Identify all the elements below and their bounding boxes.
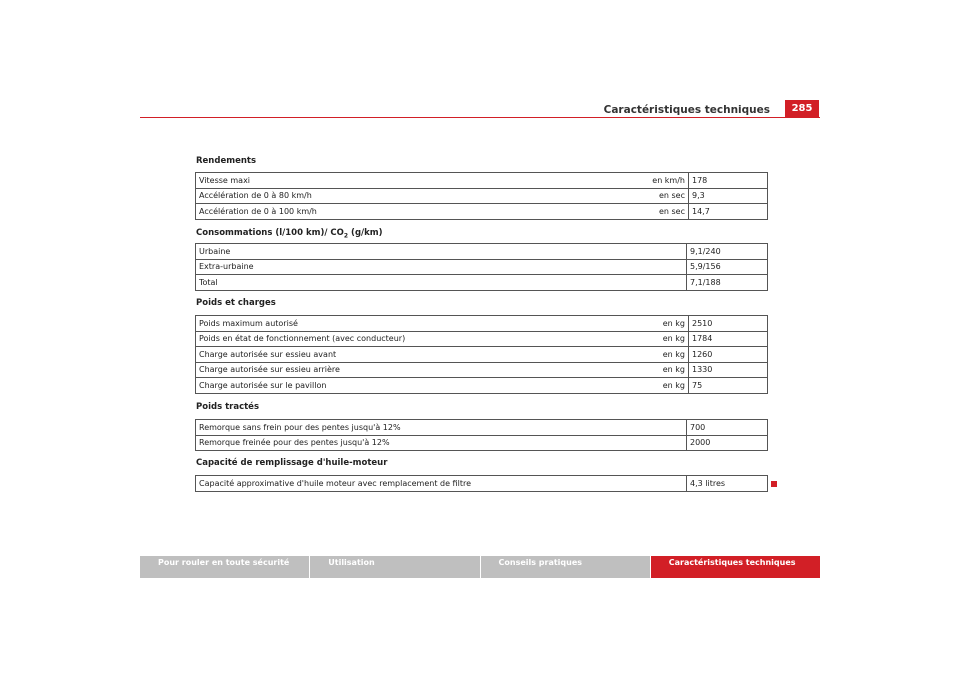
row-value: 1330 bbox=[689, 362, 768, 378]
row-value: 2510 bbox=[689, 316, 768, 332]
row-unit: en sec bbox=[432, 204, 689, 220]
row-value: 9,3 bbox=[689, 188, 768, 204]
row-label: Accélération de 0 à 80 km/h bbox=[196, 188, 433, 204]
row-value: 4,3 litres bbox=[687, 476, 768, 492]
section-title-rendements: Rendements bbox=[196, 156, 257, 166]
table-row bbox=[196, 204, 768, 220]
table-row bbox=[196, 259, 768, 275]
row-label: Total bbox=[196, 275, 687, 291]
tractes-table bbox=[195, 419, 768, 451]
poids-table bbox=[195, 315, 768, 394]
section-title-huile: Capacité de remplissage d'huile-moteur bbox=[196, 458, 388, 468]
table-row bbox=[196, 173, 768, 189]
row-value: 14,7 bbox=[689, 204, 768, 220]
table-row bbox=[196, 331, 768, 347]
row-value: 7,1/188 bbox=[687, 275, 768, 291]
table-row bbox=[196, 476, 768, 492]
row-label: Urbaine bbox=[196, 244, 687, 260]
row-value: 75 bbox=[689, 378, 768, 394]
row-label: Charge autorisée sur essieu arrière bbox=[196, 362, 433, 378]
table-row bbox=[196, 244, 768, 260]
row-label: Accélération de 0 à 100 km/h bbox=[196, 204, 433, 220]
row-value: 178 bbox=[689, 173, 768, 189]
header-rule bbox=[140, 117, 820, 118]
footer-tab-securite[interactable]: Pour rouler en toute sécurité bbox=[140, 556, 310, 578]
row-unit: en kg bbox=[432, 331, 689, 347]
row-value: 5,9/156 bbox=[687, 259, 768, 275]
row-unit: en km/h bbox=[432, 173, 689, 189]
row-value: 1784 bbox=[689, 331, 768, 347]
table-row bbox=[196, 347, 768, 363]
section-title-poids: Poids et charges bbox=[196, 298, 276, 308]
section-title-consommations bbox=[196, 228, 383, 240]
footer-nav bbox=[140, 556, 820, 578]
section-title-tractes: Poids tractés bbox=[196, 402, 260, 412]
title-main: Consommations (l/100 km)/ CO bbox=[196, 228, 344, 238]
row-value: 700 bbox=[687, 420, 768, 436]
table-row bbox=[196, 362, 768, 378]
section-end-marker bbox=[771, 481, 777, 487]
footer-tab-utilisation[interactable]: Utilisation bbox=[310, 556, 480, 578]
row-unit: en kg bbox=[432, 347, 689, 363]
row-label: Remorque sans frein pour des pentes jusqu'à 12% bbox=[196, 420, 687, 436]
footer-tab-caracteristiques[interactable]: Caractéristiques techniques bbox=[651, 556, 820, 578]
title-tail: (g/km) bbox=[348, 228, 383, 238]
row-label: Remorque freinée pour des pentes jusqu'à 12% bbox=[196, 435, 687, 451]
row-label: Vitesse maxi bbox=[196, 173, 433, 189]
huile-table bbox=[195, 475, 768, 492]
row-unit: en kg bbox=[432, 316, 689, 332]
row-unit: en sec bbox=[432, 188, 689, 204]
row-value: 9,1/240 bbox=[687, 244, 768, 260]
table-row bbox=[196, 316, 768, 332]
title-subscript: 2 bbox=[343, 232, 349, 240]
table-row bbox=[196, 188, 768, 204]
row-label: Capacité approximative d'huile moteur avec remplacement de filtre bbox=[196, 476, 687, 492]
footer-tab-conseils[interactable]: Conseils pratiques bbox=[481, 556, 651, 578]
row-value: 2000 bbox=[687, 435, 768, 451]
page-header-title: Caractéristiques techniques bbox=[603, 104, 770, 116]
row-label: Extra-urbaine bbox=[196, 259, 687, 275]
row-label: Charge autorisée sur le pavillon bbox=[196, 378, 433, 394]
table-row bbox=[196, 420, 768, 436]
consommations-table bbox=[195, 243, 768, 291]
row-label: Charge autorisée sur essieu avant bbox=[196, 347, 433, 363]
rendements-table bbox=[195, 172, 768, 220]
row-label: Poids maximum autorisé bbox=[196, 316, 433, 332]
page-number: 285 bbox=[785, 100, 819, 117]
row-value: 1260 bbox=[689, 347, 768, 363]
table-row bbox=[196, 378, 768, 394]
row-unit: en kg bbox=[432, 362, 689, 378]
row-unit: en kg bbox=[432, 378, 689, 394]
table-row bbox=[196, 275, 768, 291]
row-label: Poids en état de fonctionnement (avec conducteur) bbox=[196, 331, 433, 347]
table-row bbox=[196, 435, 768, 451]
